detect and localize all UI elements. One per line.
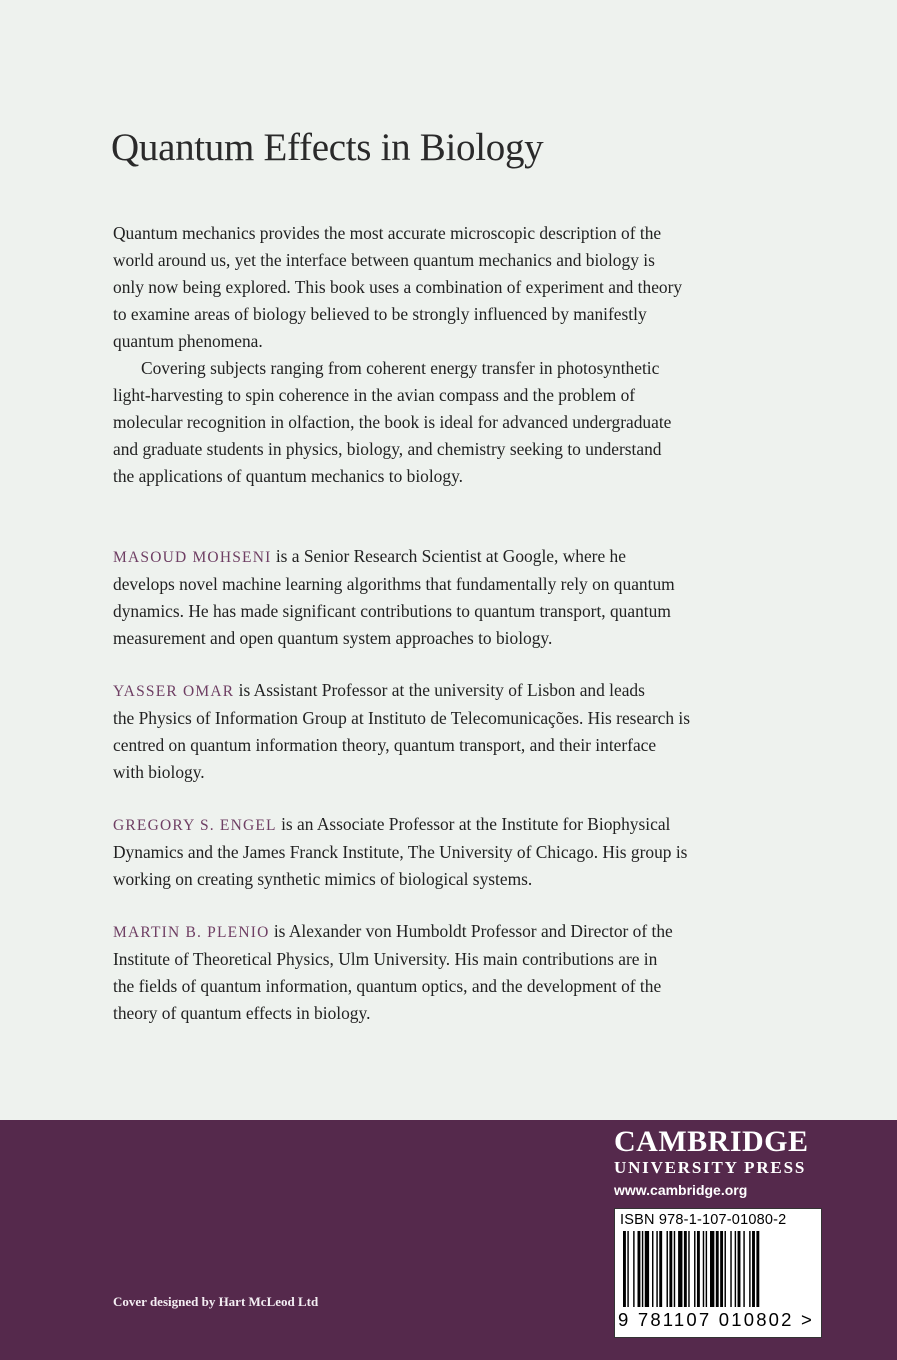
text-line: dynamics. He has made significant contributions to quantum transport, quantum <box>113 601 671 621</box>
text-line: develops novel machine learning algorithms that fundamentally rely on quantum <box>113 574 675 594</box>
text-line: and graduate students in physics, biology, and chemistry seeking to understand <box>113 439 662 459</box>
author-bio-text: is an Associate Professor at the Institute for Biophysical <box>276 814 671 834</box>
text-line: the Physics of Information Group at Instituto de Telecomunicações. His research is <box>113 708 691 728</box>
author-name: MASOUD MOHSENI <box>113 549 272 566</box>
text-line: to examine areas of biology believed to be strongly influenced by manifestly <box>113 304 647 324</box>
cover-credit: Cover designed by Hart McLeod Ltd <box>113 1294 319 1309</box>
author-name: GREGORY S. ENGEL <box>113 817 277 834</box>
text-line: measurement and open quantum system approaches to biology. <box>113 628 553 648</box>
author-bio-omar <box>113 677 773 786</box>
text-line: Dynamics and the James Franck Institute, The University of Chicago. His group is <box>113 842 688 862</box>
publisher-subtitle: UNIVERSITY PRESS <box>614 1158 807 1177</box>
publisher-name: CAMBRIDGE <box>614 1125 809 1158</box>
author-name: YASSER OMAR <box>113 683 235 700</box>
author-bio-engel <box>113 811 773 893</box>
text-line <box>113 543 773 571</box>
text-line: with biology. <box>113 762 205 782</box>
author-name: MARTIN B. PLENIO <box>113 924 270 941</box>
book-title: Quantum Effects in Biology <box>111 126 544 169</box>
author-bio-mohseni <box>113 543 773 652</box>
text-line: Quantum mechanics provides the most accurate microscopic description of the <box>113 223 662 243</box>
publisher-logo <box>614 1126 824 1202</box>
author-bio-text: is Assistant Professor at the university of Lisbon and leads <box>234 680 645 700</box>
text-line: theory of quantum effects in biology. <box>113 1003 371 1023</box>
barcode-bars-icon <box>623 1231 813 1307</box>
isbn-label: ISBN 978-1-107-01080-2 <box>620 1212 787 1228</box>
barcode-number: 9 781107 010802 > <box>618 1309 815 1330</box>
text-line: Institute of Theoretical Physics, Ulm University. His main contributions are in <box>113 949 658 969</box>
text-line: light-harvesting to spin coherence in the avian compass and the problem of <box>113 385 636 405</box>
description-paragraph-2 <box>113 355 773 490</box>
text-line <box>113 918 773 946</box>
text-line: quantum phenomena. <box>113 331 263 351</box>
description-paragraph-1 <box>113 220 773 355</box>
text-line <box>113 677 773 705</box>
isbn-barcode <box>614 1208 822 1338</box>
text-line: Covering subjects ranging from coherent energy transfer in photosynthetic <box>141 358 660 378</box>
text-line: only now being explored. This book uses a combination of experiment and theory <box>113 277 683 297</box>
text-line: centred on quantum information theory, quantum transport, and their interface <box>113 735 657 755</box>
text-line: working on creating synthetic mimics of biological systems. <box>113 869 533 889</box>
text-line <box>113 811 773 839</box>
text-line: the fields of quantum information, quantum optics, and the development of the <box>113 976 662 996</box>
author-bio-text: is a Senior Research Scientist at Google, where he <box>271 546 626 566</box>
text-line: world around us, yet the interface between quantum mechanics and biology is <box>113 250 655 270</box>
text-line: the applications of quantum mechanics to biology. <box>113 466 463 486</box>
footer-band <box>0 1120 897 1360</box>
author-bio-plenio <box>113 918 773 1027</box>
author-bio-text: is Alexander von Humboldt Professor and Director of the <box>269 921 673 941</box>
publisher-url: www.cambridge.org <box>614 1182 748 1198</box>
text-line: molecular recognition in olfaction, the book is ideal for advanced undergraduate <box>113 412 672 432</box>
